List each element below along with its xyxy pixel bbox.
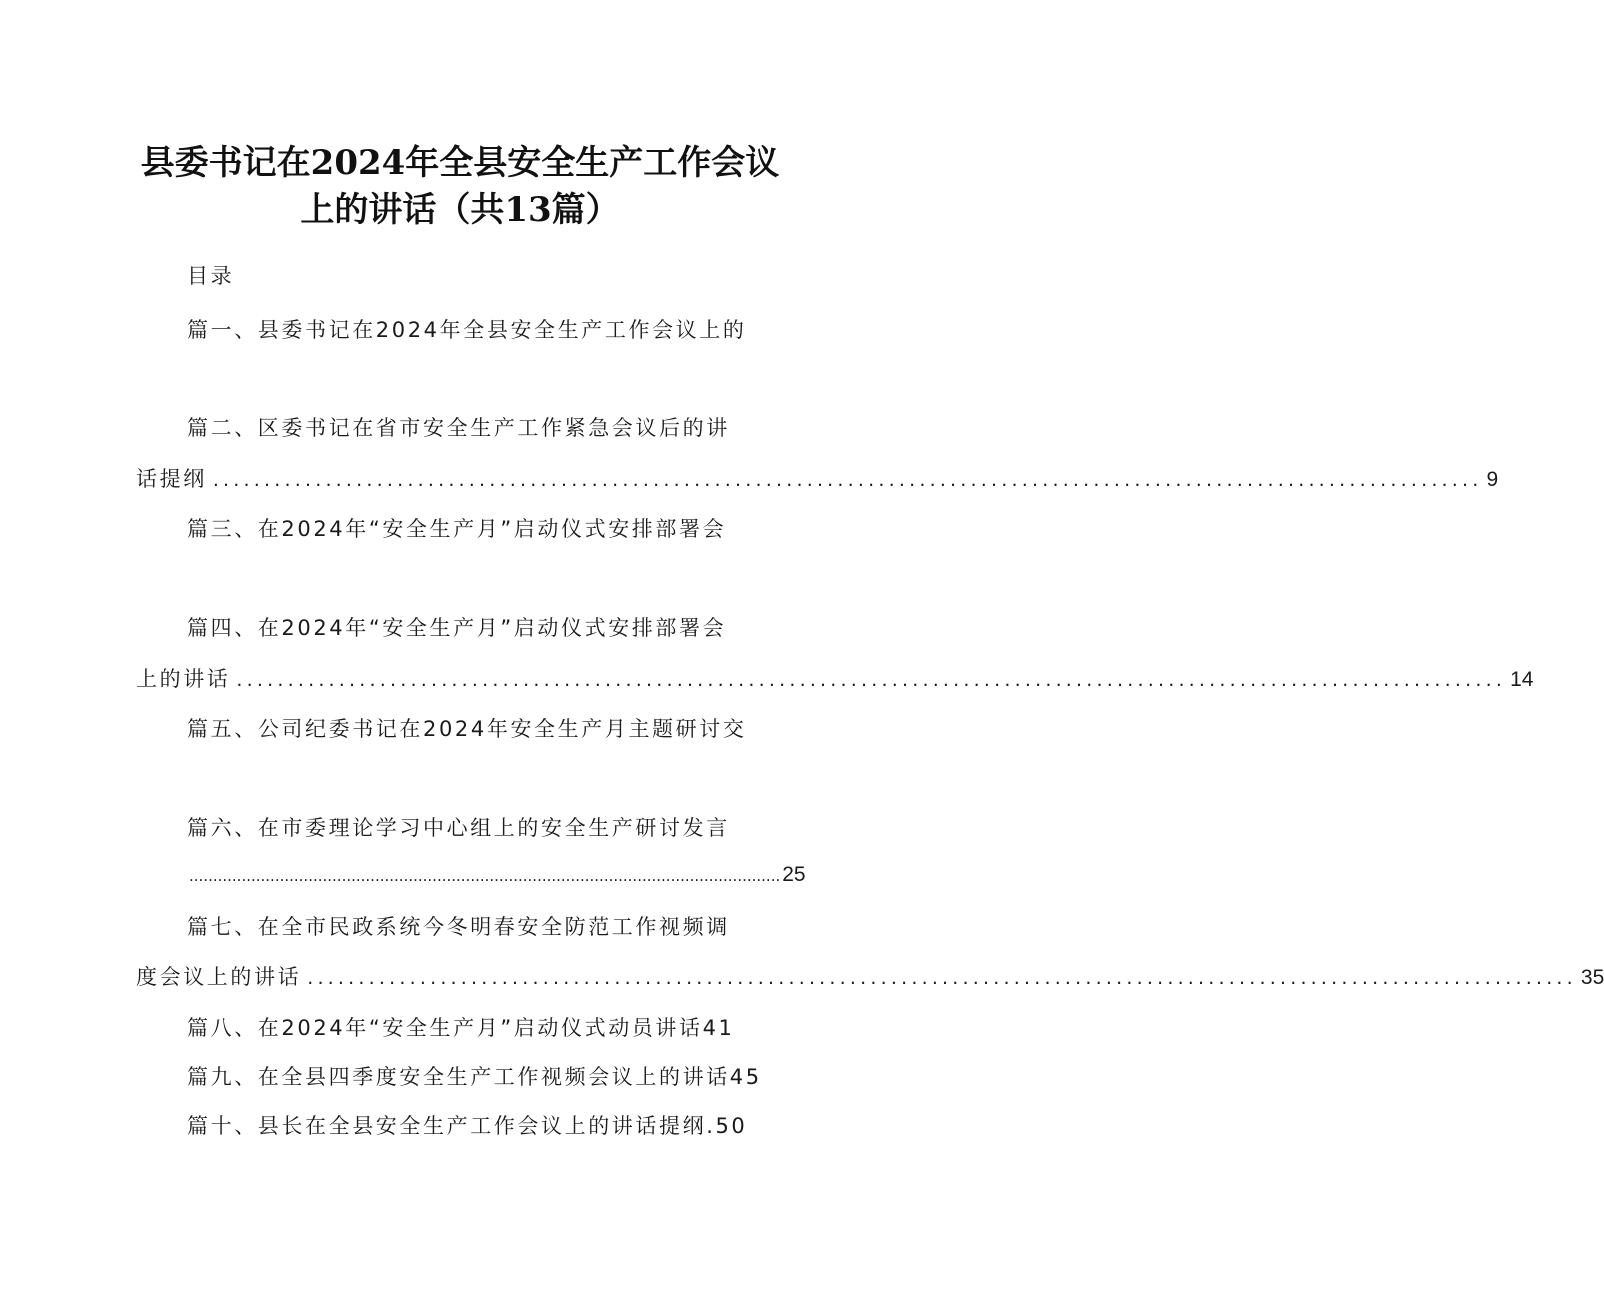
toc-entry-4-continuation xyxy=(136,663,1534,693)
toc-entry-8: 篇八、在2024年“安全生产月”启动仪式动员讲话41 xyxy=(187,1016,735,1040)
toc-heading: 目录 xyxy=(187,264,235,288)
toc-entry-6: 篇六、在市委理论学习中心组上的安全生产研讨发言 xyxy=(187,816,730,840)
toc-entry-10: 篇十、县长在全县安全生产工作会议上的讲话提纲.50 xyxy=(187,1114,748,1138)
toc-entry-5: 篇五、公司纪委书记在2024年安全生产月主题研讨交 xyxy=(187,717,747,741)
title-line-1: 县委书记在2024年全县安全生产工作会议 xyxy=(140,143,780,183)
toc-entry-2-line2: 话提纲 xyxy=(136,467,207,491)
toc-entry-9: 篇九、在全县四季度安全生产工作视频会议上的讲话45 xyxy=(187,1065,762,1089)
toc-page-number: 14 xyxy=(1510,668,1534,691)
toc-leader-dots: ............................................................................................................................ xyxy=(236,669,1507,691)
toc-page-number: 9 xyxy=(1486,468,1499,491)
toc-entry-2-continuation xyxy=(136,463,1499,493)
toc-entry-7-line2: 度会议上的讲话 xyxy=(136,965,302,989)
toc-leader-dots: ............................................................................................................................ xyxy=(189,867,781,885)
toc-entry-2: 篇二、区委书记在省市安全生产工作紧急会议后的讲 xyxy=(187,416,730,440)
toc-entry-3: 篇三、在2024年“安全生产月”启动仪式安排部署会 xyxy=(187,517,727,541)
toc-entry-1: 篇一、县委书记在2024年全县安全生产工作会议上的 xyxy=(187,318,747,342)
toc-entry-7-continuation xyxy=(136,961,1604,991)
toc-leader-dots: ............................................................................................................................ xyxy=(307,967,1577,989)
toc-entry-4: 篇四、在2024年“安全生产月”启动仪式安排部署会 xyxy=(187,616,727,640)
toc-page-number: 35 xyxy=(1580,966,1604,989)
toc-page-number: 25 xyxy=(782,863,806,886)
toc-leader-dots: ............................................................................................................................ xyxy=(212,469,1483,491)
toc-entry-4-line2: 上的讲话 xyxy=(136,667,231,691)
toc-entry-6-continuation xyxy=(189,863,806,887)
title-line-2: 上的讲话（共13篇） xyxy=(300,190,620,230)
toc-entry-7: 篇七、在全市民政系统今冬明春安全防范工作视频调 xyxy=(187,915,730,939)
